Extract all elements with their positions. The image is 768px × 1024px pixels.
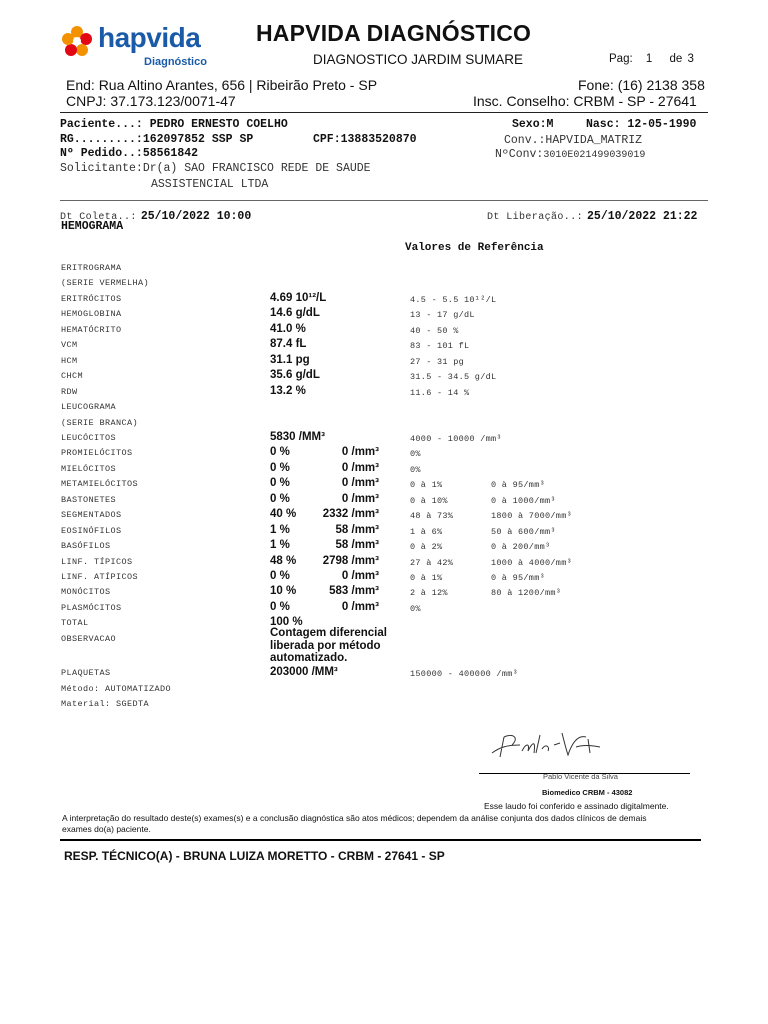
result-value: 100 %	[270, 616, 303, 628]
patient-birth-row	[586, 118, 696, 131]
reference-range: 0%	[410, 449, 421, 459]
logo-subtitle: Diagnóstico	[144, 56, 207, 68]
patient-requester-row	[60, 162, 371, 175]
result-label: RDW	[61, 387, 78, 397]
rg-label: RG.........:	[60, 133, 143, 146]
reference-range: 13 - 17 g/dL	[410, 310, 475, 320]
result-value: 1 %	[270, 524, 290, 536]
result-label: LINF. ATÍPICOS	[61, 572, 139, 582]
reference-range: 4.5 - 5.5 10¹²/L	[410, 295, 497, 305]
result-label: CHCM	[61, 371, 84, 381]
conv-value: HAPVIDA_MATRIZ	[545, 134, 643, 147]
result-label: LEUCÓCITOS	[61, 433, 117, 443]
reference-range: 4000 - 10000 /mm³	[410, 434, 502, 444]
order-label: Nº Pedido..:	[60, 147, 143, 160]
observation-text	[270, 627, 387, 665]
result-value: 41.0 %	[270, 323, 306, 335]
observation-line-3: automatizado.	[270, 652, 348, 664]
result-value: 31.1 pg	[270, 354, 310, 366]
rg-value: 162097852 SSP SP	[142, 133, 254, 146]
exam-title: HEMOGRAMA	[61, 220, 124, 233]
result-absolute-value: 0 /mm³	[341, 462, 379, 474]
convnum-value: 3010E021499039019	[543, 150, 646, 161]
platelets-ref: 150000 - 400000 /mm³	[410, 669, 519, 679]
result-label: SEGMENTADOS	[61, 510, 122, 520]
result-absolute-value: 2798 /mm³	[322, 555, 379, 567]
reference-range-absolute: 0 à 200/mm³	[491, 542, 551, 552]
result-absolute-value: 583 /mm³	[329, 585, 379, 597]
result-absolute-value: 2332 /mm³	[322, 508, 379, 520]
reference-range: 27 à 42%	[410, 558, 454, 568]
sex-value: M	[546, 118, 554, 131]
result-label: HEMOGLOBINA	[61, 309, 122, 319]
reference-range: 0 à 1%	[410, 480, 443, 490]
result-label: LINF. TÍPICOS	[61, 557, 133, 567]
requester-line2: ASSISTENCIAL LTDA	[151, 178, 269, 191]
patient-divider	[60, 200, 708, 201]
result-absolute-value: 58 /mm³	[335, 524, 379, 536]
cpf-value: 13883520870	[340, 133, 417, 146]
result-value: 0 %	[270, 477, 290, 489]
patient-cpf-row	[313, 133, 417, 146]
result-label: BASTONETES	[61, 495, 117, 505]
requester-line1: Dr(a) SAO FRANCISCO REDE DE SAUDE	[142, 162, 371, 175]
lab-address: End: Rua Altino Arantes, 656 | Ribeirão Preto - SP	[66, 77, 378, 93]
page-indicator	[609, 53, 694, 65]
patient-name: PEDRO ERNESTO COELHO	[149, 118, 288, 131]
page-total: 3	[687, 53, 694, 65]
lab-unit: DIAGNOSTICO JARDIM SUMARE	[313, 52, 524, 67]
platelets-label: PLAQUETAS	[61, 668, 111, 678]
digital-signature-note: Esse laudo foi conferido e assinado digitalmente.	[484, 801, 669, 811]
result-absolute-value: 0 /mm³	[341, 570, 379, 582]
cpf-label: CPF:	[313, 133, 341, 146]
footer-divider	[60, 839, 701, 841]
result-label: BASÓFILOS	[61, 541, 111, 551]
reference-range: 0%	[410, 465, 421, 475]
logo-wordmark: hapvida	[98, 22, 201, 53]
result-value: 5830 /MM³	[270, 431, 325, 443]
result-absolute-value: 0 /mm³	[341, 446, 379, 458]
release-value: 25/10/2022 21:22	[587, 210, 698, 223]
disclaimer-line-2: exames do(a) paciente.	[62, 824, 151, 834]
page-number: 1	[645, 53, 653, 65]
observation-line-2: liberada por método	[270, 639, 381, 652]
result-label: HCM	[61, 356, 78, 366]
result-absolute-value: 0 /mm³	[341, 601, 379, 613]
result-label: VCM	[61, 340, 78, 350]
page-label: Pag:	[609, 53, 633, 65]
page-of: de	[669, 53, 683, 65]
reference-range-absolute: 80 à 1200/mm³	[491, 588, 562, 598]
result-label: ERITRÓCITOS	[61, 294, 122, 304]
result-label: ERITROGRAMA	[61, 263, 122, 273]
result-label: OBSERVACAO	[61, 634, 117, 644]
observation-line-1: Contagem diferencial	[270, 627, 387, 639]
result-value: 35.6 g/dL	[270, 369, 320, 381]
reference-range: 27 - 31 pg	[410, 357, 465, 367]
result-label: PROMIELÓCITOS	[61, 448, 133, 458]
reference-range-absolute: 50 à 600/mm³	[491, 527, 556, 537]
reference-range: 0 à 1%	[410, 573, 443, 583]
result-label: METAMIELÓCITOS	[61, 479, 139, 489]
result-label: LEUCOGRAMA	[61, 402, 117, 412]
reference-range-absolute: 0 à 95/mm³	[491, 573, 546, 583]
patient-order-row	[60, 147, 198, 160]
result-label: HEMATÓCRITO	[61, 325, 122, 335]
result-label: (SERIE VERMELHA)	[61, 278, 150, 288]
disclaimer-line-1: A interpretação do resultado deste(s) exames(s) e a conclusão diagnóstica são atos médicos; dependem da análise conjunta dos dados clínicos de demais	[62, 813, 647, 823]
result-value: 0 %	[270, 462, 290, 474]
result-absolute-value: 0 /mm³	[341, 493, 379, 505]
reference-range: 31.5 - 34.5 g/dL	[410, 372, 497, 382]
lab-title: HAPVIDA DIAGNÓSTICO	[256, 20, 532, 46]
reference-range: 11.6 - 14 %	[410, 388, 470, 398]
signature-image	[490, 725, 610, 765]
patient-conv-row	[504, 134, 642, 147]
release-label: Dt Liberação..:	[487, 212, 584, 223]
patient-name-label: Paciente...:	[60, 118, 143, 131]
reference-range-absolute: 1000 à 4000/mm³	[491, 558, 573, 568]
requester-label: Solicitante:	[60, 162, 143, 175]
result-value: 13.2 %	[270, 385, 306, 397]
result-label: MONÓCITOS	[61, 587, 111, 597]
patient-rg-row	[60, 133, 253, 146]
result-value: 14.6 g/dL	[270, 307, 320, 319]
result-value: 0 %	[270, 446, 290, 458]
release-row	[487, 206, 697, 224]
result-value: 40 %	[270, 508, 297, 520]
flower-icon	[60, 24, 94, 58]
result-label: EOSINÓFILOS	[61, 526, 122, 536]
responsible-technician: RESP. TÉCNICO(A) - BRUNA LUIZA MORETTO - CRBM - 27641 - SP	[64, 849, 445, 863]
reference-range: 83 - 101 fL	[410, 341, 470, 351]
result-label: (SERIE BRANCA)	[61, 418, 139, 428]
patient-sex-row	[512, 118, 553, 131]
lab-council: Insc. Conselho: CRBM - SP - 27641	[473, 93, 697, 109]
reference-range: 40 - 50 %	[410, 326, 459, 336]
birth-value: 12-05-1990	[627, 118, 697, 131]
lab-cnpj: CNPJ: 37.173.123/0071-47	[66, 93, 236, 109]
result-value: 48 %	[270, 555, 297, 567]
reference-range-absolute: 0 à 95/mm³	[491, 480, 546, 490]
patient-convnum-row	[495, 148, 645, 161]
method-text: Método: AUTOMATIZADO	[61, 684, 172, 694]
birth-label: Nasc:	[586, 118, 621, 131]
result-value: 1 %	[270, 539, 290, 551]
hapvida-logo	[60, 22, 220, 70]
signer-role: Biomedico CRBM - 43082	[542, 788, 633, 797]
collect-label: Dt Coleta..:	[60, 212, 137, 223]
platelets-value: 203000 /MM³	[270, 666, 338, 678]
signer-name: Pablo Vicente da Silva	[543, 772, 618, 781]
header-divider	[60, 112, 708, 113]
reference-range: 0 à 10%	[410, 496, 448, 506]
result-label: MIELÓCITOS	[61, 464, 117, 474]
lab-phone: Fone: (16) 2138 358	[578, 77, 705, 93]
result-absolute-value: 58 /mm³	[335, 539, 379, 551]
conv-label: Conv.:	[504, 134, 546, 147]
reference-range-absolute: 1800 à 7000/mm³	[491, 511, 573, 521]
reference-range: 2 à 12%	[410, 588, 448, 598]
patient-name-row	[60, 118, 288, 131]
result-value: 10 %	[270, 585, 297, 597]
reference-range-absolute: 0 à 1000/mm³	[491, 496, 556, 506]
reference-range: 0 à 2%	[410, 542, 443, 552]
result-value: 87.4 fL	[270, 338, 307, 350]
result-value: 0 %	[270, 601, 290, 613]
material-text: Material: SGEDTA	[61, 699, 150, 709]
order-value: 58561842	[142, 147, 199, 160]
result-label: PLASMÓCITOS	[61, 603, 122, 613]
result-label: TOTAL	[61, 618, 89, 628]
result-value: 0 %	[270, 570, 290, 582]
result-value: 0 %	[270, 493, 290, 505]
reference-range: 1 à 6%	[410, 527, 443, 537]
collect-value: 25/10/2022 10:00	[140, 210, 252, 223]
convnum-label: NºConv:	[495, 148, 544, 161]
result-absolute-value: 0 /mm³	[341, 477, 379, 489]
result-value: 4.69 10¹²/L	[270, 292, 327, 304]
sex-label: Sexo:	[512, 118, 547, 131]
reference-header: Valores de Referência	[405, 242, 544, 254]
reference-range: 48 à 73%	[410, 511, 454, 521]
reference-range: 0%	[410, 604, 421, 614]
